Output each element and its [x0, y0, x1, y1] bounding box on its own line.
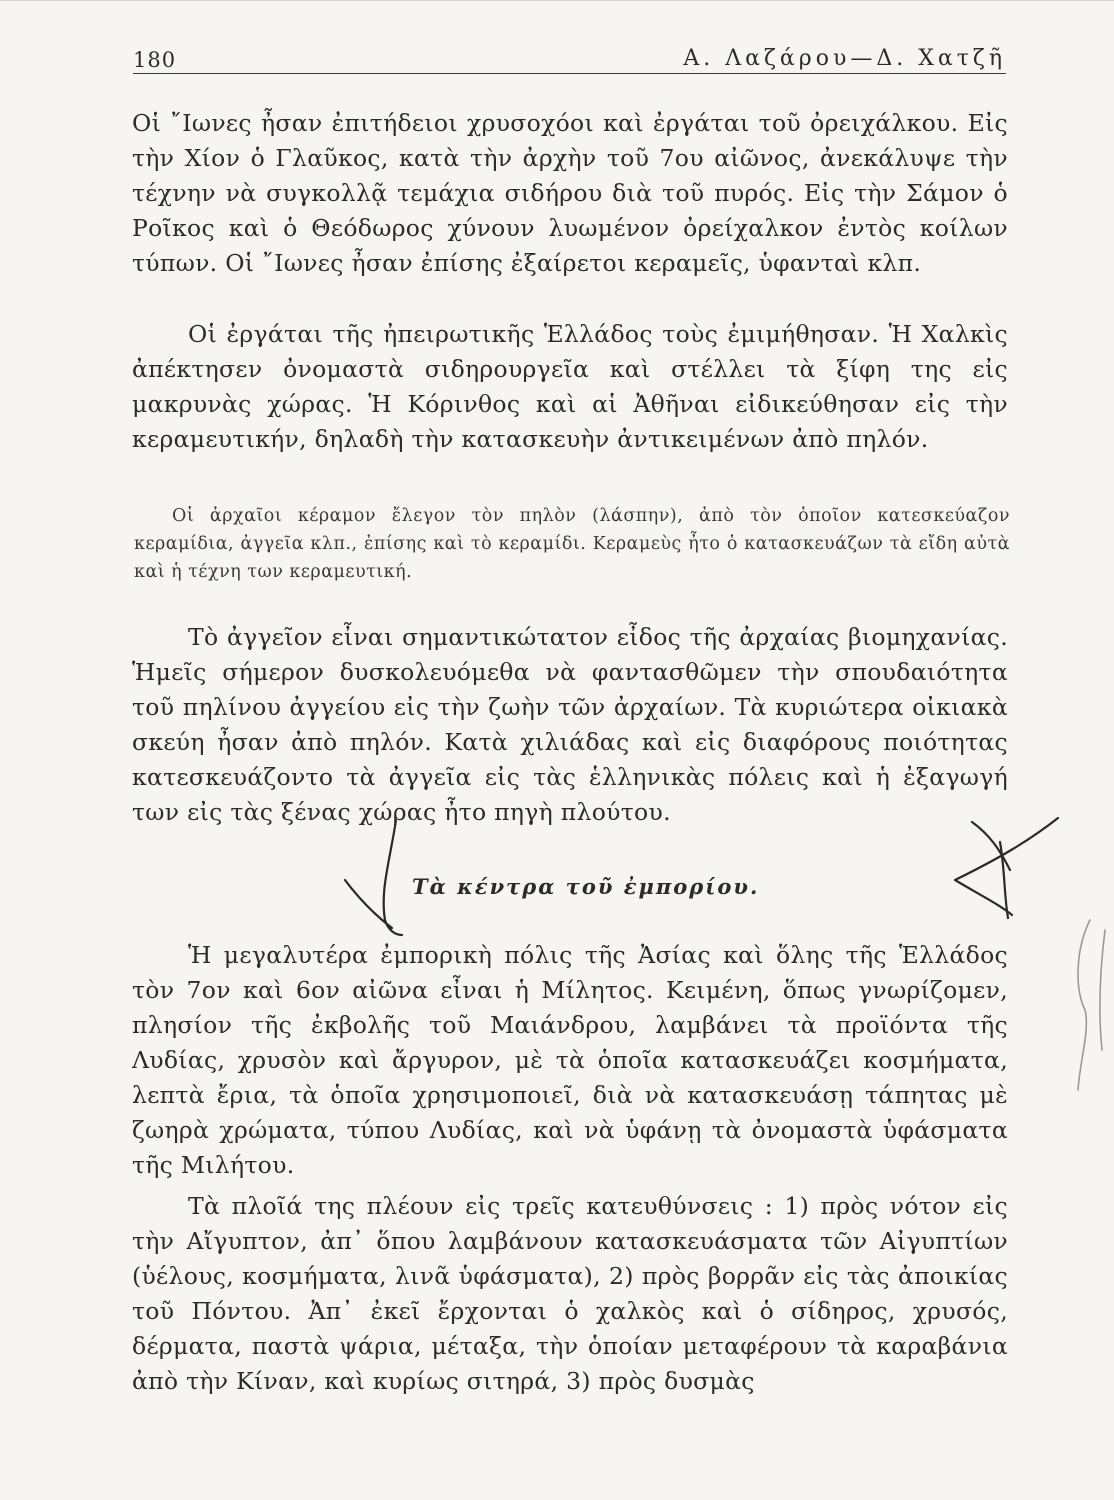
page-number: 180 — [133, 48, 177, 72]
running-head-authors: Α. Λαζάρου—Δ. Χατζῆ — [683, 46, 1006, 71]
paragraph-mainland-workers: Οἱ ἐργάται τῆς ἠπειρωτικῆς Ἑλλάδος τοὺς ἐμιμήθησαν. Ἡ Χαλκὶς ἀπέκτησεν ὀνομαστὰ σιδηρουργεῖα καὶ στέλλει τὰ ξίφη της εἰς μακρυνὰς χώρας. Ἡ Κόρινθος καὶ αἱ Ἀθῆναι εἰδικεύθησαν εἰς τὴν κεραμευτικήν, δηλαδὴ τὴν κατασκευὴν ἀντικειμένων ἀπὸ πηλόν. — [132, 320, 1008, 453]
scan-top-edge — [0, 0, 1114, 1]
footnote-keramos: Οἱ ἀρχαῖοι κέραμον ἔλεγον τὸν πηλὸν (λάσπην), ἀπὸ τὸν ὁποῖον κατεσκεύαζον κεραμίδια, ἀγγεῖα κλπ., ἐπίσης καὶ τὸ κεραμίδι. Κεραμεὺς ἦτο ὁ κατασκευάζων τὰ εἴδη αὐτὰ καὶ ἡ τέχνη των κεραμευτική. — [134, 506, 1010, 582]
paragraph-ship-routes: Τὰ πλοῖά της πλέουν εἰς τρεῖς κατευθύνσεις : 1) πρὸς νότον εἰς τὴν Αἴγυπτον, ἀπ᾿ ὅπου λαμβάνουν κατασκευάσματα τῶν Αἰγυπτίων (ὑέλους, κοσμήματα, λινᾶ ὑφάσματα), 2) πρὸς βορρᾶν εἰς τὰς ἀποικίας τοῦ Πόντου. Ἀπ᾿ ἐκεῖ ἔρχονται ὁ χαλκὸς καὶ ὁ σίδηρος, χρυσός, δέρματα, παστὰ ψάρια, μέταξα, τὴν ὁποίαν μεταφέρουν τὰ καραβάνια ἀπὸ τὴν Κίναν, καὶ κυρίως σιτηρά, 3) πρὸς δυσμὰς — [132, 1192, 1008, 1395]
paragraph-ionian-craftsmen: Οἱ ῎Ιωνες ἦσαν ἐπιτήδειοι χρυσοχόοι καὶ ἐργάται τοῦ ὀρειχάλκου. Εἰς τὴν Χίον ὁ Γλαῦκος, κατὰ τὴν ἀρχὴν τοῦ 7ου αἰῶνος, ἀνεκάλυψε τὴν τέχνην νὰ συγκολλᾷ τεμάχια σιδήρου διὰ τοῦ πυρός. Εἰς τὴν Σάμον ὁ Ροῖκος καὶ ὁ Θεόδωρος χύνουν λυωμένον ὀρείχαλκον ἐντὸς κοίλων τύπων. Οἱ ῎Ιωνες ἦσαν ἐπίσης ἐξαίρετοι κεραμεῖς, ὑφανταὶ κλπ. — [132, 109, 1008, 277]
pen-tick-mark-left — [345, 820, 402, 935]
paragraph-pottery: Τὸ ἀγγεῖον εἶναι σημαντικώτατον εἶδος τῆς ἀρχαίας βιομηχανίας. Ἡμεῖς σήμερον δυσκολευόμεθα νὰ φαντασθῶμεν τὴν σπουδαιότητα τοῦ πηλίνου ἀγγείου εἰς τὴν ζωὴν τῶν ἀρχαίων. Τὰ κυριώτερα οἰκιακὰ σκεύη ἦσαν ἀπὸ πηλόν. Κατὰ χιλιάδας καὶ εἰς διαφόρους ποιότητας κατεσκευάζοντο τὰ ἀγγεῖα εἰς τὰς ἑλληνικὰς πόλεις καὶ ἡ ἐξαγωγή των εἰς τὰς ξένας χώρας ἦτο πηγὴ πλούτου. — [132, 623, 1008, 826]
header-rule — [133, 73, 1006, 74]
pen-bracket-mark-margin — [1078, 920, 1105, 1090]
paragraph-miletus: Ἡ μεγαλυτέρα ἐμπορικὴ πόλις τῆς Ἀσίας καὶ ὅλης τῆς Ἑλλάδος τὸν 7ον καὶ 6ον αἰῶνα εἶναι ἡ Μίλητος. Κειμένη, ὅπως γνωρίζομεν, πλησίον τῆς ἐκβολῆς τοῦ Μαιάνδρου, λαμβάνει τὰ προϊόντα τῆς Λυδίας, χρυσὸν καὶ ἄργυρον, μὲ τὰ ὁποῖα κατασκευάζει κοσμήματα, λεπτὰ ἔρια, τὰ ὁποῖα χρησιμοποιεῖ, διὰ νὰ κατασκευάσῃ τάπητας μὲ ζωηρὰ χρώματα, τύπου Λυδίας, καὶ νὰ ὑφάνῃ τὰ ὀνομαστὰ ὑφάσματα τῆς Μιλήτου. — [132, 941, 1008, 1179]
section-heading-trade-centers: Τὰ κέντρα τοῦ ἐμπορίου. — [412, 874, 760, 899]
pen-tick-mark-right — [955, 818, 1058, 918]
